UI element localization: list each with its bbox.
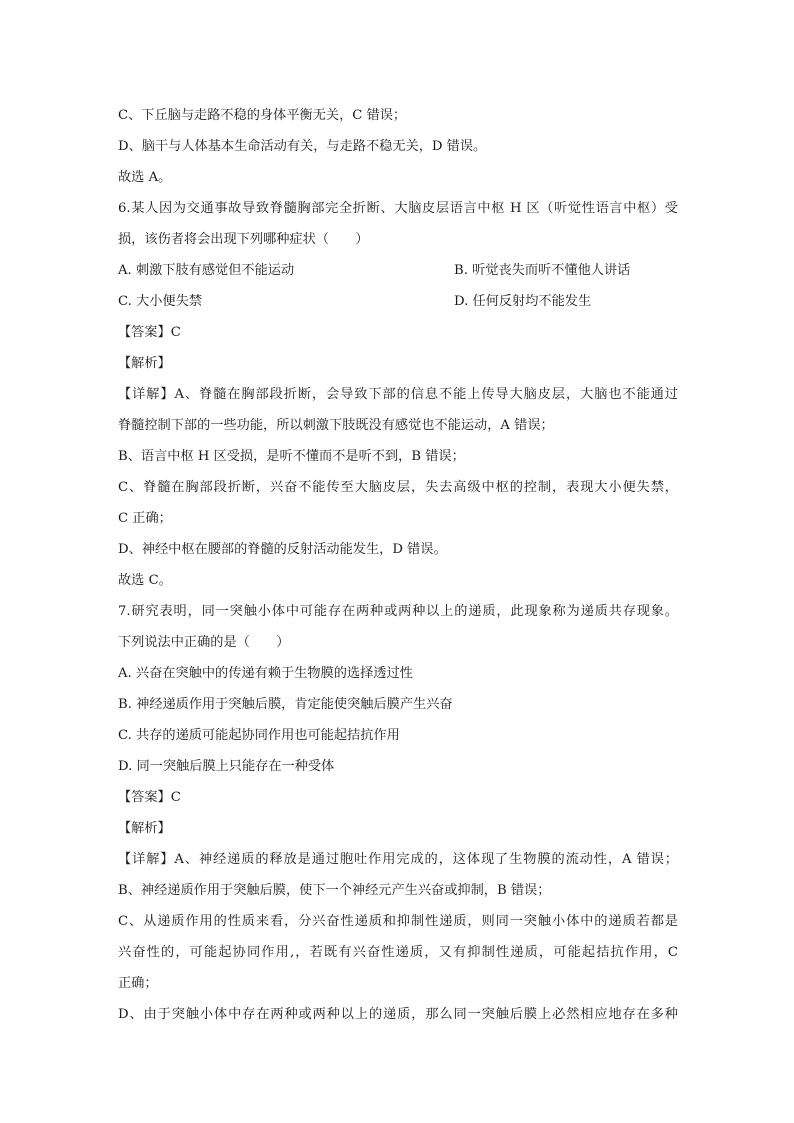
q6-conclusion: 故选 C。	[118, 573, 172, 588]
q7-stem-line-2: 下列说法中正确的是（ ）	[118, 635, 290, 650]
q7-option-d: D. 同一突触后膜上只能存在一种受体	[118, 759, 335, 774]
q7-detail-line-6: D、由于突触小体中存在两种或两种以上的递质，那么同一突触后膜上必然相应地存在多种	[118, 1007, 678, 1022]
q6-analysis-heading: 【解析】	[118, 356, 171, 371]
q7-option-c: C. 共存的递质可能起协同作用也可能起拮抗作用	[118, 728, 400, 743]
carryover-conclusion: 故选 A。	[118, 170, 172, 185]
q6-answer: 【答案】C	[118, 325, 181, 340]
q7-analysis-heading: 【解析】	[118, 821, 171, 836]
carryover-option-c-explanation: C、下丘脑与走路不稳的身体平衡无关，C 错误；	[118, 108, 407, 123]
q6-detail-line-2: 脊髓控制下部的一些功能，所以刺激下肢既没有感觉也不能运动，A 错误；	[118, 418, 554, 433]
q7-detail-line-1: 【详解】A、神经递质的释放是通过胞吐作用完成的，这体现了生物膜的流动性，A 错误；	[118, 852, 678, 867]
q7-detail-line-2: B、神经递质作用于突触后膜，使下一个神经元产生兴奋或抑制，B 错误；	[118, 883, 551, 898]
q6-detail-line-1: 【详解】A、脊髓在胸部段折断，会导致下部的信息不能上传导大脑皮层，大脑也不能通过	[118, 387, 678, 402]
q6-option-a: A. 刺激下肢有感觉但不能运动	[118, 263, 295, 278]
q7-option-a: A. 兴奋在突触中的传递有赖于生物膜的选择透过性	[118, 666, 413, 681]
document-body	[118, 100, 678, 1030]
q6-detail-line-6: D、神经中枢在腰部的脊髓的反射活动能发生，D 错误。	[118, 542, 447, 557]
q6-detail-line-3: B、语言中枢 H 区受损，是听不懂而不是听不到，B 错误；	[118, 449, 465, 464]
q6-stem-line-1: 6.某人因为交通事故导致脊髓胸部完全折断、大脑皮层语言中枢 H 区（听觉性语言中枢）受	[118, 201, 678, 216]
q7-detail-line-4: 兴奋性的，可能起协同作用,，若既有兴奋性递质，又有抑制性递质，可能起拮抗作用，C	[118, 945, 678, 960]
q6-option-c: C. 大小便失禁	[118, 294, 202, 309]
q6-option-b: B. 听觉丧失而听不懂他人讲话	[454, 263, 631, 278]
q6-options-row-1	[118, 255, 678, 286]
q7-answer: 【答案】C	[118, 790, 181, 805]
carryover-option-d-explanation: D、脑干与人体基本生命活动有关，与走路不稳无关，D 错误。	[118, 139, 487, 154]
q7-detail-line-3: C、从递质作用的性质来看，分兴奋性递质和抑制性递质，则同一突触小体中的递质若都是	[118, 914, 678, 929]
q7-stem-line-1: 7.研究表明，同一突触小体中可能存在两种或两种以上的递质，此现象称为递质共存现象。	[118, 604, 678, 619]
q7-option-b: B. 神经递质作用于突触后膜，肯定能使突触后膜产生兴奋	[118, 697, 453, 712]
q6-option-d: D. 任何反射均不能发生	[454, 294, 592, 309]
q6-detail-line-5: C 正确；	[118, 511, 172, 526]
q6-options-row-2	[118, 286, 678, 317]
q6-stem-line-2: 损，该伤者将会出现下列哪种症状（ ）	[118, 232, 369, 247]
q6-detail-line-4: C、脊髓在胸部段折断，兴奋不能传至大脑皮层，失去高级中枢的控制，表现大小便失禁，	[118, 480, 678, 495]
q7-detail-line-5: 正确；	[118, 976, 158, 991]
